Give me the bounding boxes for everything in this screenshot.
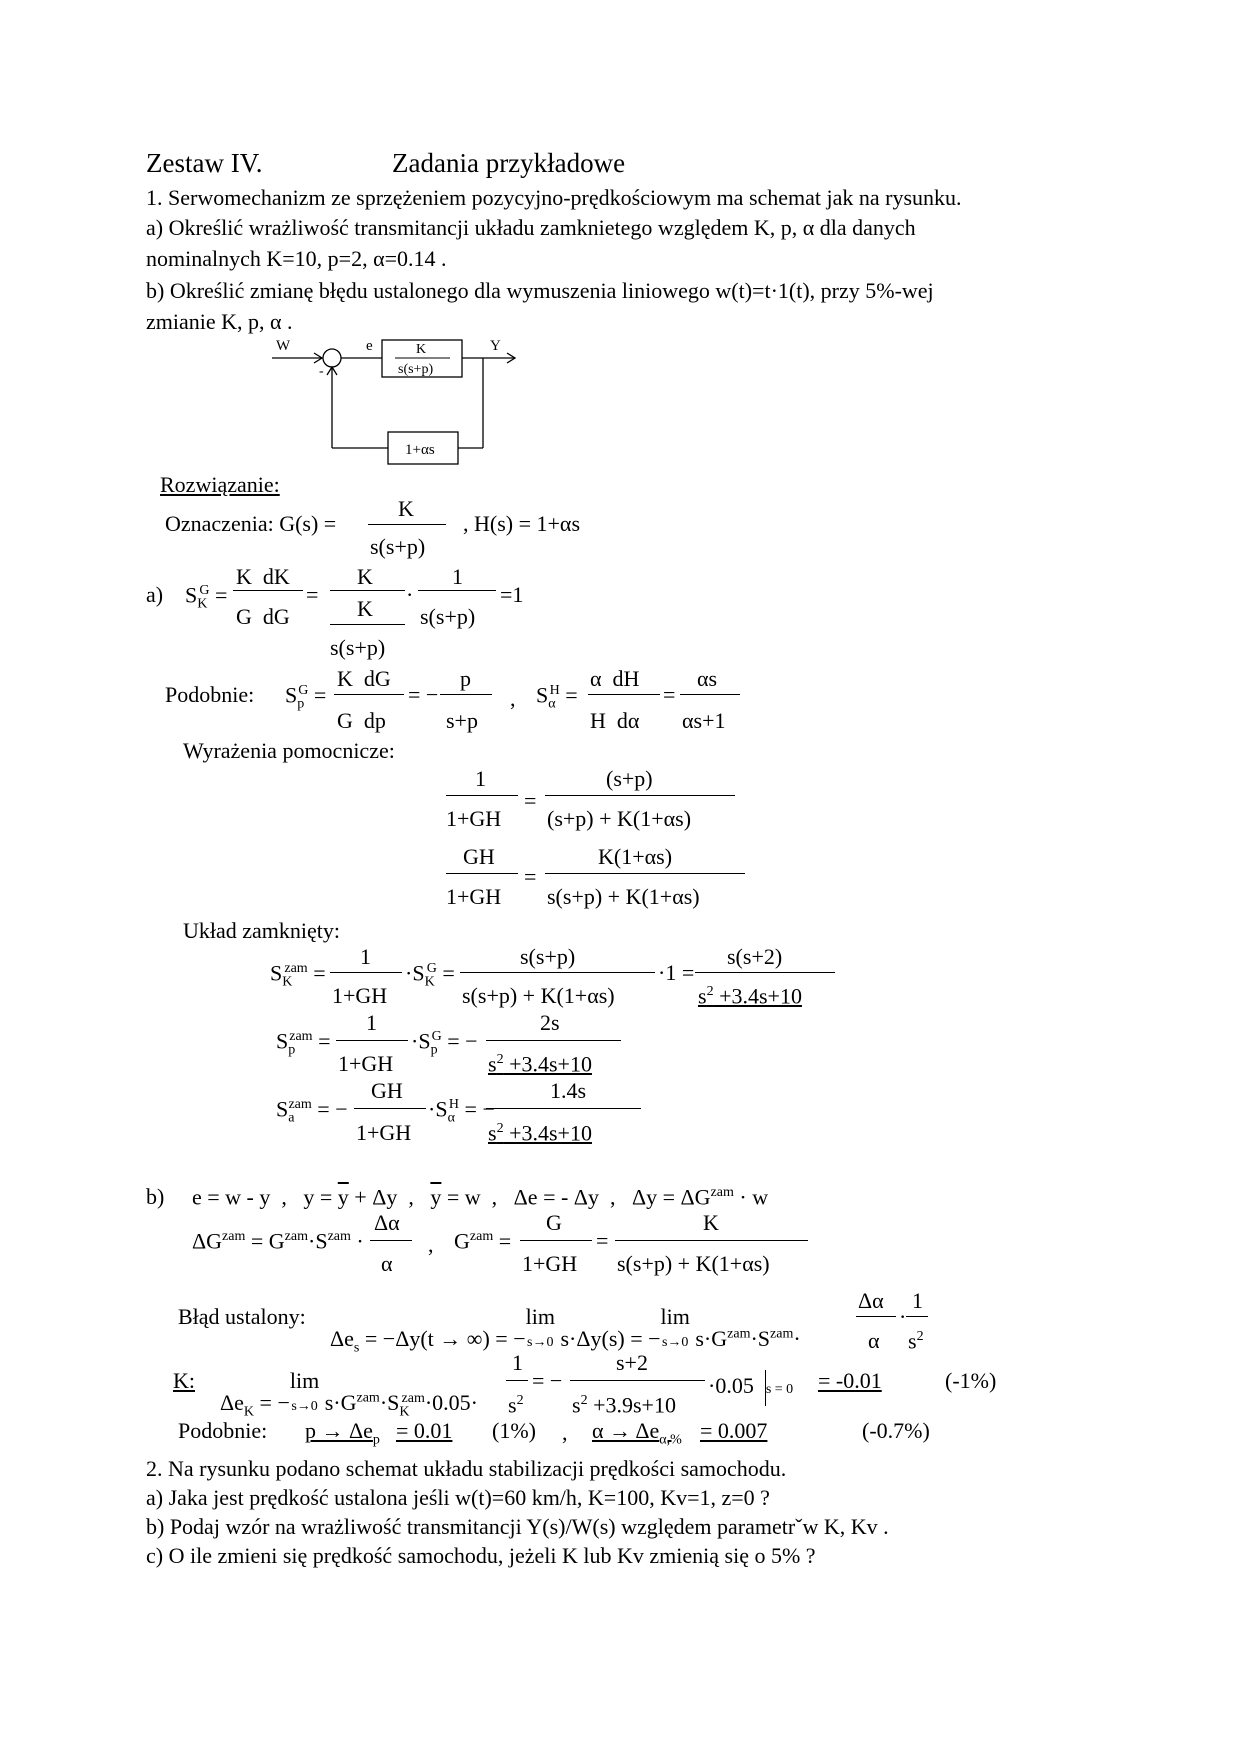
G-num: K: [398, 496, 414, 521]
alpha-result: $\alpha \to \Delta e_{\alpha,\%}$: [592, 1418, 682, 1448]
diagram-output-label: Y: [490, 338, 501, 354]
p-val: = 0.01: [396, 1418, 453, 1443]
diagram-minus: -: [319, 364, 324, 379]
G-den: s(s+p): [370, 534, 426, 559]
notation-label: Oznaczenia: G(s) =: [165, 511, 337, 536]
task2-line4: c) O ile zmieni się prędkość samochodu, jeżeli K lub Kv zmienią się o 5% ?: [146, 1543, 816, 1568]
summing-junction: [323, 349, 341, 367]
task2-line3: b) Podaj wzór na wrażliwość transmitancji Y(s)/W(s) względem parametrˇw K, Kv .: [146, 1514, 889, 1539]
task1-line1: 1. Serwomechanizm ze sprzężeniem pozycyjno-prędkościowym ma schemat jak na rysunku.: [146, 185, 962, 210]
H-def: , H(s) = 1+αs: [463, 511, 581, 536]
diagram-error-label: e: [366, 338, 373, 354]
a-label: a): [146, 582, 164, 607]
task1-line4: b) Określić zmianę błędu ustalonego dla wymuszenia liniowego w(t)=t·1(t), przy 5%-wej: [146, 278, 934, 303]
alpha-val: = 0.007: [700, 1418, 768, 1443]
similarly-label: Podobnie:: [165, 682, 255, 707]
K-label: K:: [173, 1368, 195, 1393]
task1-line2: a) Określić wrażliwość transmitancji układu zamknietego względem K, p, α dla danych: [146, 215, 916, 240]
p-result: $p \to \Delta e_p$: [305, 1418, 380, 1448]
task1-line5: zmianie K, p, α .: [146, 309, 293, 334]
page-subtitle: Zadania przykładowe: [392, 148, 626, 178]
task1-line3: nominalnych K=10, p=2, α=0.14 .: [146, 246, 447, 271]
b-line1: e = w - y , $y = \overline{y} + \Delta y$ , $\overline{y} = w$ , Δe = - Δy , $\Delta y = \Delta G^{zam} \cdot w$: [192, 1184, 769, 1210]
closed-label: Układ zamknięty:: [183, 918, 341, 943]
steady-label: Błąd ustalony:: [178, 1304, 306, 1329]
feedback-label: 1+αs: [405, 442, 435, 458]
set-title: Zestaw IV.: [146, 148, 263, 178]
similar2-label: Podobnie:: [178, 1418, 268, 1443]
forward-den: s(s+p): [398, 362, 434, 377]
b-label: b): [146, 1184, 165, 1209]
forward-num: K: [416, 342, 427, 357]
helpers-label: Wyrażenia pomocnicze:: [183, 738, 395, 763]
K-pct: (-1%): [945, 1368, 997, 1393]
task2-line2: a) Jaka jest prędkość ustalona jeśli w(t)=60 km/h, K=100, Kv=1, z=0 ?: [146, 1485, 770, 1510]
eq-SKG: $S_K^G$ =: [185, 582, 228, 612]
diagram-input-label: W: [276, 338, 291, 354]
solution-heading: Rozwiązanie:: [160, 472, 280, 497]
p-pct: (1%): [492, 1418, 536, 1443]
alpha-pct: (-0.7%): [862, 1418, 930, 1443]
task2-line1: 2. Na rysunku podano schemat układu stabilizacji prędkości samochodu.: [146, 1456, 787, 1481]
block-diagram: [260, 330, 530, 470]
K-result: = -0.01: [818, 1368, 882, 1393]
